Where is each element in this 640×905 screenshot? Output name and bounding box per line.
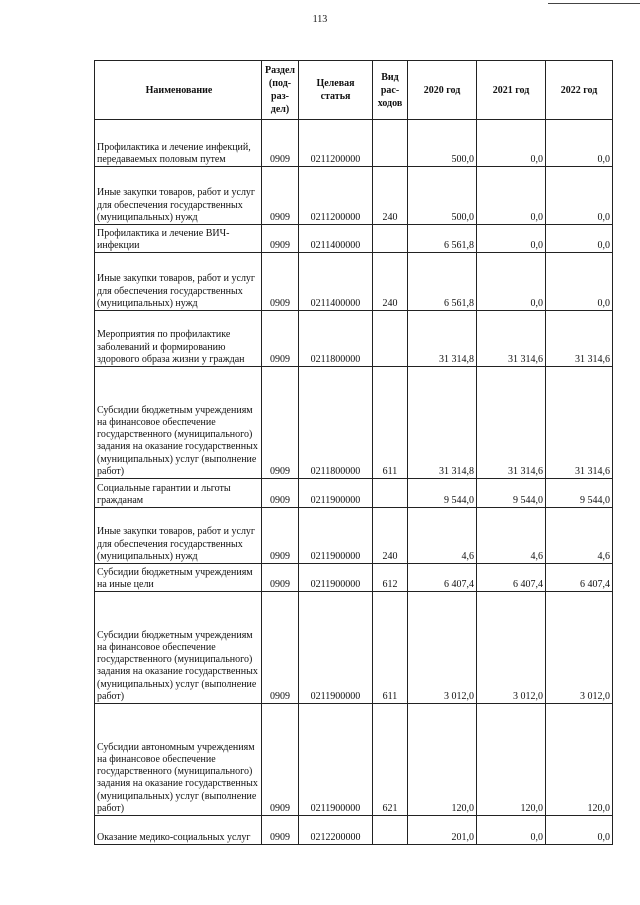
- row-name: Профилактика и лечение ВИЧ-инфекции: [95, 225, 262, 253]
- header-2020: 2020 год: [408, 61, 477, 120]
- page-number: 113: [312, 14, 328, 25]
- table-row: [95, 508, 613, 564]
- row-type: 240: [373, 167, 408, 225]
- row-2022: 31 314,6: [546, 311, 613, 367]
- row-name: Профилактика и лечение инфекций, передаваемых половым путем: [95, 120, 262, 167]
- row-2021: 0,0: [477, 816, 546, 845]
- row-type: [373, 311, 408, 367]
- header-type: Вид рас-ходов: [373, 61, 408, 120]
- row-target: 0211900000: [299, 508, 373, 564]
- row-name: Иные закупки товаров, работ и услуг для обеспечения государственных (муниципальных) нужд: [95, 167, 262, 225]
- header-2022: 2022 год: [546, 61, 613, 120]
- row-2020: 6 561,8: [408, 225, 477, 253]
- table-row: [95, 816, 613, 845]
- row-section: 0909: [262, 167, 299, 225]
- row-target: 0211900000: [299, 479, 373, 508]
- row-2021: 0,0: [477, 167, 546, 225]
- table-row: [95, 225, 613, 253]
- row-section: 0909: [262, 479, 299, 508]
- row-2022: 31 314,6: [546, 367, 613, 479]
- row-type: 611: [373, 592, 408, 704]
- row-target: 0211200000: [299, 120, 373, 167]
- row-2022: 0,0: [546, 225, 613, 253]
- table-row: [95, 592, 613, 704]
- row-type: 612: [373, 564, 408, 592]
- row-2020: 31 314,8: [408, 367, 477, 479]
- row-target: 0211900000: [299, 592, 373, 704]
- row-2021: 0,0: [477, 253, 546, 311]
- row-2020: 4,6: [408, 508, 477, 564]
- row-2021: 120,0: [477, 704, 546, 816]
- row-target: 0211400000: [299, 253, 373, 311]
- row-type: 611: [373, 367, 408, 479]
- row-type: [373, 225, 408, 253]
- row-target: 0211900000: [299, 704, 373, 816]
- row-2022: 120,0: [546, 704, 613, 816]
- row-section: 0909: [262, 225, 299, 253]
- row-type: 240: [373, 508, 408, 564]
- row-2022: 4,6: [546, 508, 613, 564]
- row-section: 0909: [262, 704, 299, 816]
- row-name: Субсидии бюджетным учреждениям на иные цели: [95, 564, 262, 592]
- row-2020: 9 544,0: [408, 479, 477, 508]
- header-section: Раздел (под-раз-дел): [262, 61, 299, 120]
- row-2021: 0,0: [477, 120, 546, 167]
- row-name: Субсидии бюджетным учреждениям на финансовое обеспечение государственного (муниципального) задания на оказание государственных (муниципальных) услуг (выполнение работ): [95, 367, 262, 479]
- row-section: 0909: [262, 311, 299, 367]
- row-2020: 500,0: [408, 167, 477, 225]
- row-section: 0909: [262, 508, 299, 564]
- table-row: [95, 311, 613, 367]
- row-target: 0211800000: [299, 311, 373, 367]
- row-section: 0909: [262, 592, 299, 704]
- table-row: [95, 120, 613, 167]
- row-name: Иные закупки товаров, работ и услуг для обеспечения государственных (муниципальных) нужд: [95, 253, 262, 311]
- row-target: 0211200000: [299, 167, 373, 225]
- row-target: 0211400000: [299, 225, 373, 253]
- row-2022: 0,0: [546, 167, 613, 225]
- row-2020: 500,0: [408, 120, 477, 167]
- row-target: 0211800000: [299, 367, 373, 479]
- row-2021: 31 314,6: [477, 311, 546, 367]
- row-2020: 201,0: [408, 816, 477, 845]
- header-row: [95, 61, 613, 120]
- row-name: Субсидии автономным учреждениям на финансовое обеспечение государственного (муниципального) задания на оказание государственных (муниципальных) услуг (выполнение работ): [95, 704, 262, 816]
- row-2021: 9 544,0: [477, 479, 546, 508]
- header-target: Целевая статья: [299, 61, 373, 120]
- row-2022: 0,0: [546, 120, 613, 167]
- row-2021: 4,6: [477, 508, 546, 564]
- budget-table: [94, 60, 613, 845]
- row-target: 0212200000: [299, 816, 373, 845]
- table-row: [95, 704, 613, 816]
- row-name: Оказание медико-социальных услуг: [95, 816, 262, 845]
- row-type: [373, 479, 408, 508]
- row-type: 240: [373, 253, 408, 311]
- row-name: Социальные гарантии и льготы гражданам: [95, 479, 262, 508]
- row-2022: 0,0: [546, 253, 613, 311]
- row-2020: 6 561,8: [408, 253, 477, 311]
- table-row: [95, 167, 613, 225]
- row-name: Иные закупки товаров, работ и услуг для обеспечения государственных (муниципальных) нужд: [95, 508, 262, 564]
- row-2021: 6 407,4: [477, 564, 546, 592]
- row-name: Субсидии бюджетным учреждениям на финансовое обеспечение государственного (муниципального) задания на оказание государственных (муниципальных) услуг (выполнение работ): [95, 592, 262, 704]
- row-section: 0909: [262, 253, 299, 311]
- table-row: [95, 564, 613, 592]
- row-2020: 6 407,4: [408, 564, 477, 592]
- table-row: [95, 367, 613, 479]
- row-section: 0909: [262, 367, 299, 479]
- row-2020: 120,0: [408, 704, 477, 816]
- row-2022: 6 407,4: [546, 564, 613, 592]
- row-2022: 0,0: [546, 816, 613, 845]
- row-section: 0909: [262, 120, 299, 167]
- row-2021: 3 012,0: [477, 592, 546, 704]
- top-rule: [548, 3, 640, 4]
- header-2021: 2021 год: [477, 61, 546, 120]
- table-row: [95, 253, 613, 311]
- row-type: [373, 816, 408, 845]
- table-row: [95, 479, 613, 508]
- row-2022: 9 544,0: [546, 479, 613, 508]
- row-2020: 31 314,8: [408, 311, 477, 367]
- row-2021: 31 314,6: [477, 367, 546, 479]
- row-target: 0211900000: [299, 564, 373, 592]
- row-2021: 0,0: [477, 225, 546, 253]
- row-name: Мероприятия по профилактике заболеваний и формированию здорового образа жизни у граждан: [95, 311, 262, 367]
- header-name: Наименование: [95, 61, 262, 120]
- row-2020: 3 012,0: [408, 592, 477, 704]
- row-type: 621: [373, 704, 408, 816]
- row-section: 0909: [262, 564, 299, 592]
- row-type: [373, 120, 408, 167]
- row-2022: 3 012,0: [546, 592, 613, 704]
- row-section: 0909: [262, 816, 299, 845]
